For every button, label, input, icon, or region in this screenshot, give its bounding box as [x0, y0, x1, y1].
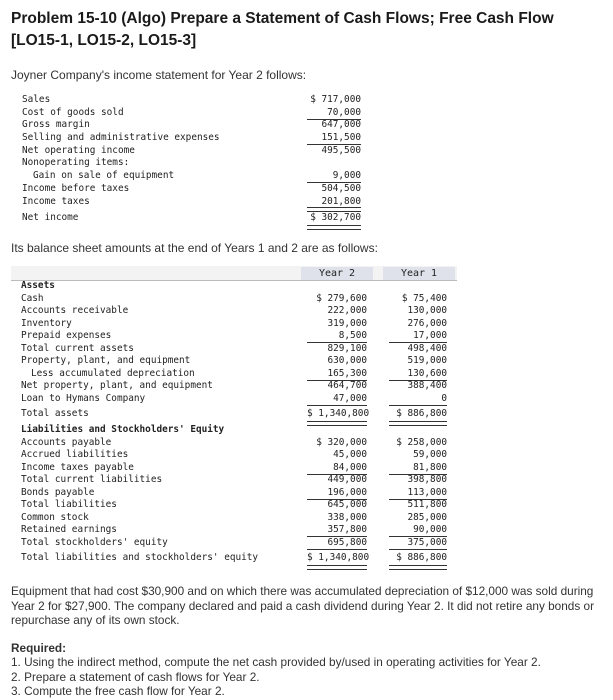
row-label: Total liabilities and stockholders' equity [21, 551, 259, 563]
table-row [11, 499, 457, 512]
row-label: Total current liabilities [21, 474, 163, 485]
table-row [11, 462, 457, 475]
income-value: 495,500 [321, 144, 361, 156]
income-label: Net income [22, 212, 79, 224]
table-row [11, 343, 457, 356]
year-2-value: 449,000 [327, 474, 367, 485]
year-2-value: 645,000 [327, 499, 367, 510]
table-row [11, 524, 457, 537]
required-item: 2. Prepare a statement of cash flows for Year 2. [11, 669, 260, 684]
divider [307, 380, 367, 381]
row-label: Common stock [21, 511, 89, 523]
divider [307, 474, 367, 475]
year-2-value: 45,000 [333, 449, 367, 460]
income-row [20, 145, 366, 158]
divider [307, 211, 361, 212]
table-row [11, 318, 457, 331]
row-label: Total assets [21, 407, 89, 419]
divider [307, 499, 367, 500]
row-label: Retained earnings [21, 524, 117, 535]
double-underline [307, 421, 367, 426]
double-underline [389, 421, 447, 426]
equipment-sale-paragraph: Equipment that had cost $30,900 and on which there was accumulated depreciation of $12,000 was sold during Year 2 for $27,900. The company declared and paid a cash dividend during Year 2. It did not retire any bonds or repurchase any of its own stock. [11, 584, 595, 627]
table-row [11, 512, 457, 525]
row-label: Accounts payable [21, 436, 112, 448]
section-heading-assets [11, 280, 457, 293]
income-statement [20, 94, 366, 225]
year-1-value: 285,000 [407, 511, 447, 523]
income-label: Selling and administrative expenses [22, 132, 220, 144]
divider [307, 536, 367, 537]
year-1-value: $ 258,000 [396, 436, 447, 448]
income-label: Income before taxes [22, 182, 130, 194]
divider [389, 536, 447, 537]
table-row [11, 537, 457, 550]
balance-sheet-intro: Its balance sheet amounts at the end of Years 1 and 2 are as follows: [11, 241, 378, 255]
income-label: Net operating income [22, 144, 135, 156]
year-2-value: $ 320,000 [316, 436, 367, 448]
balance-sheet [11, 266, 457, 568]
income-value: $ 302,700 [310, 212, 361, 224]
row-label: Total current assets [21, 342, 134, 354]
problem-title: Problem 15-10 (Algo) Prepare a Statement of Cash Flows; Free Cash Flow [LO15-1, LO15-2, LO15-3] [11, 10, 554, 49]
income-value: 201,800 [321, 195, 361, 207]
table-row [11, 305, 457, 318]
divider [389, 342, 447, 343]
row-label: Income taxes payable [21, 461, 134, 473]
table-row [11, 293, 457, 306]
year-1-value: 375,000 [407, 536, 447, 548]
income-label: Gross margin [22, 119, 90, 131]
table-row-total [11, 408, 457, 421]
row-label: Accounts receivable [21, 305, 129, 316]
income-label: Nonoperating items: [22, 157, 130, 169]
table-row [11, 437, 457, 450]
double-underline [307, 225, 361, 230]
income-label: Sales [22, 94, 51, 105]
year-2-value: $ 279,600 [316, 292, 367, 304]
year-1-value: 130,000 [407, 305, 447, 316]
year-1-value: 130,600 [407, 367, 447, 379]
year-2-value: 695,800 [327, 536, 367, 548]
year-1-value: 17,000 [413, 330, 447, 341]
income-row [20, 107, 366, 120]
year-2-value: 338,000 [327, 511, 367, 523]
divider [389, 549, 447, 550]
year-1-value: 388,400 [407, 380, 447, 391]
income-value: 70,000 [327, 106, 361, 118]
year-2-value: 84,000 [333, 461, 367, 473]
row-label: Net property, plant, and equipment [21, 380, 213, 391]
year-1-value: 59,000 [413, 449, 447, 460]
year-1-value: 113,000 [407, 486, 447, 498]
table-row [11, 368, 457, 381]
divider [307, 405, 367, 406]
year-2-value: 829,100 [327, 342, 367, 354]
table-row [11, 380, 457, 393]
income-label: Gain on sale of equipment [33, 170, 175, 182]
row-label: Liabilities and Stockholders' Equity [21, 424, 225, 435]
divider [307, 144, 361, 145]
income-row [20, 183, 366, 196]
column-header-year-1: Year 1 [383, 267, 455, 280]
table-row-total [11, 552, 457, 565]
divider [307, 342, 367, 343]
table-row [11, 474, 457, 487]
year-1-value: $ 886,800 [396, 551, 447, 563]
year-2-value: $ 1,340,800 [307, 551, 370, 563]
table-row [11, 393, 457, 406]
year-2-value: 8,500 [338, 330, 367, 341]
divider [307, 207, 361, 208]
column-header-year-2: Year 2 [301, 267, 373, 280]
year-2-value: $ 1,340,800 [307, 407, 370, 419]
table-row [11, 487, 457, 500]
row-label: Assets [21, 280, 55, 291]
year-1-value: 511,800 [407, 499, 447, 510]
year-1-value: $ 75,400 [401, 292, 447, 304]
year-2-value: 630,000 [327, 355, 367, 366]
divider [307, 549, 367, 550]
required-item: 1. Using the indirect method, compute the net cash provided by/used in operating activities for Year 2. [11, 655, 541, 670]
row-label: Cash [21, 292, 44, 304]
income-value: 647,000 [321, 119, 361, 131]
year-2-value: 165,300 [327, 367, 367, 379]
table-row [11, 330, 457, 343]
year-2-value: 222,000 [327, 305, 367, 316]
year-2-value: 464,700 [327, 380, 367, 391]
row-label: Less accumulated depreciation [31, 367, 195, 379]
row-label: Loan to Hymans Company [21, 392, 146, 404]
income-row [20, 94, 366, 107]
divider [307, 182, 361, 183]
year-1-value: 81,800 [413, 461, 447, 473]
year-2-value: 196,000 [327, 486, 367, 498]
row-label: Inventory [21, 317, 72, 329]
row-label: Prepaid expenses [21, 330, 112, 341]
table-row [11, 355, 457, 368]
year-1-value: 398,800 [407, 474, 447, 485]
row-label: Bonds payable [21, 486, 95, 498]
divider [389, 380, 447, 381]
income-row [20, 119, 366, 132]
required-heading: Required: [11, 641, 67, 655]
year-2-value: 319,000 [327, 317, 367, 329]
row-label: Property, plant, and equipment [21, 355, 191, 366]
divider [389, 499, 447, 500]
income-statement-intro: Joyner Company's income statement for Year 2 follows: [11, 68, 307, 82]
divider [389, 474, 447, 475]
required-section [11, 641, 601, 698]
double-underline [307, 565, 367, 570]
income-value: $ 717,000 [310, 94, 361, 105]
income-value: 9,000 [332, 170, 361, 182]
required-item: 3. Compute the free cash flow for Year 2. [11, 683, 225, 698]
year-2-value: 357,800 [327, 524, 367, 535]
row-label: Accrued liabilities [21, 449, 129, 460]
income-label: Income taxes [22, 195, 90, 207]
year-1-value: 276,000 [407, 317, 447, 329]
income-value: 504,500 [321, 182, 361, 194]
row-label: Total liabilities [21, 499, 117, 510]
income-row [20, 212, 366, 225]
year-1-value: 498,400 [407, 342, 447, 354]
divider [389, 405, 447, 406]
income-label: Cost of goods sold [22, 106, 124, 118]
divider [307, 119, 361, 120]
row-label: Total stockholders' equity [21, 536, 168, 548]
year-1-value: $ 886,800 [396, 407, 447, 419]
year-1-value: 519,000 [407, 355, 447, 366]
table-row [11, 449, 457, 462]
double-underline [389, 565, 447, 570]
year-1-value: 0 [441, 392, 447, 404]
year-2-value: 47,000 [333, 392, 367, 404]
year-1-value: 90,000 [413, 524, 447, 535]
income-row [20, 157, 366, 170]
income-value: 151,500 [321, 132, 361, 144]
